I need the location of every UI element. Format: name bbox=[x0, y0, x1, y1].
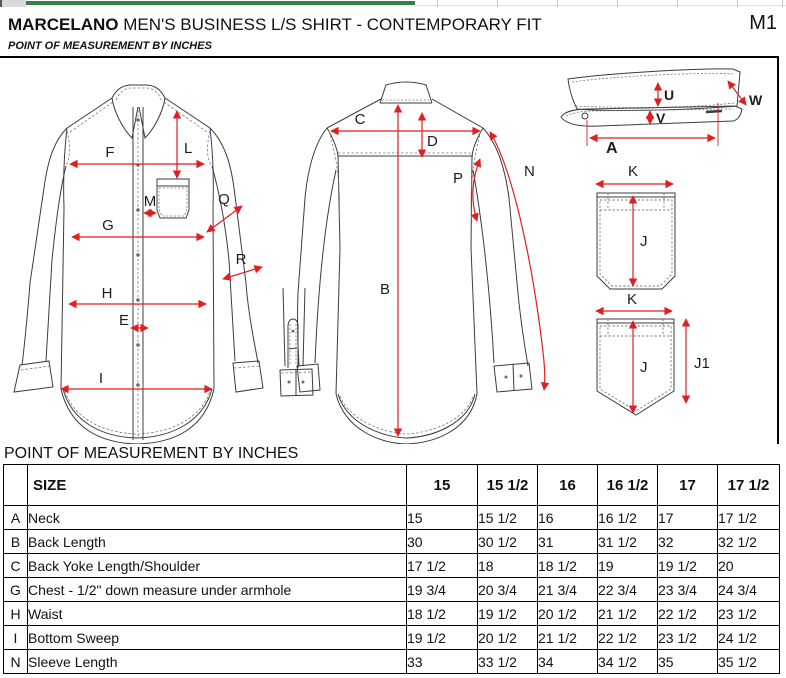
table-row bbox=[4, 530, 780, 554]
cell-value: 33 1/2 bbox=[478, 650, 538, 674]
cell-value: 22 3/4 bbox=[598, 578, 658, 602]
row-code: I bbox=[4, 626, 28, 650]
table-row bbox=[4, 626, 780, 650]
measure-label-m: M bbox=[143, 193, 157, 210]
row-name: Back Length bbox=[28, 530, 407, 554]
measure-label-l: L bbox=[184, 140, 193, 157]
measure-label-c: C bbox=[354, 111, 366, 128]
size-column-header: 15 bbox=[407, 465, 478, 506]
measure-label-p: P bbox=[452, 170, 463, 187]
sheet-code: M1 bbox=[749, 12, 777, 34]
cell-value: 16 bbox=[538, 506, 598, 530]
cell-value: 17 1/2 bbox=[407, 554, 478, 578]
column-tick bbox=[617, 0, 618, 7]
size-column-header: 16 bbox=[538, 465, 598, 506]
cell-value: 24 1/2 bbox=[718, 626, 780, 650]
table-row bbox=[4, 554, 780, 578]
cell-value: 34 bbox=[538, 650, 598, 674]
sleeve-placket-detail-drawing bbox=[280, 288, 313, 396]
row-code: C bbox=[4, 554, 28, 578]
measure-label-j1b: J1 bbox=[694, 355, 710, 372]
column-tick bbox=[737, 0, 738, 7]
row-name: Sleeve Length bbox=[28, 650, 407, 674]
cell-value: 19 bbox=[598, 554, 658, 578]
cell-value: 19 1/2 bbox=[478, 602, 538, 626]
measure-label-h: H bbox=[101, 285, 113, 302]
row-code: G bbox=[4, 578, 28, 602]
measure-label-r: R bbox=[235, 251, 247, 268]
measure-label-g: G bbox=[102, 217, 114, 234]
measure-label-q: Q bbox=[218, 191, 230, 208]
measure-label-e: E bbox=[118, 312, 129, 329]
cell-value: 21 1/2 bbox=[538, 626, 598, 650]
size-column-header: 17 bbox=[658, 465, 718, 506]
cell-value: 31 1/2 bbox=[598, 530, 658, 554]
cell-value: 30 bbox=[407, 530, 478, 554]
row-code: B bbox=[4, 530, 28, 554]
cell-value: 18 1/2 bbox=[538, 554, 598, 578]
measure-label-u: U bbox=[664, 87, 675, 103]
back-view-drawing bbox=[297, 82, 532, 444]
row-code: A bbox=[4, 506, 28, 530]
cell-value: 19 1/2 bbox=[407, 626, 478, 650]
measure-label-i: I bbox=[98, 370, 104, 387]
table-header-row bbox=[4, 465, 780, 506]
measure-label-b: B bbox=[379, 281, 390, 298]
cell-value: 18 1/2 bbox=[407, 602, 478, 626]
table-row bbox=[4, 650, 780, 674]
cell-value: 20 1/2 bbox=[478, 626, 538, 650]
cell-value: 19 1/2 bbox=[658, 554, 718, 578]
cell-value: 23 1/2 bbox=[718, 602, 780, 626]
gridline bbox=[415, 5, 786, 6]
corner-block bbox=[0, 0, 26, 7]
row-name: Back Yoke Length/Shoulder bbox=[28, 554, 407, 578]
cell-value: 31 bbox=[538, 530, 598, 554]
green-accent-bar bbox=[26, 1, 415, 5]
edge-mark bbox=[0, 0, 2, 7]
collar-detail-drawing bbox=[561, 69, 742, 126]
cell-value: 21 3/4 bbox=[538, 578, 598, 602]
measure-label-j2: J bbox=[640, 359, 648, 376]
table-row bbox=[4, 578, 780, 602]
pocket-detail-2-drawing bbox=[597, 319, 674, 415]
top-strip bbox=[0, 0, 786, 7]
cell-value: 16 1/2 bbox=[598, 506, 658, 530]
column-tick bbox=[497, 0, 498, 7]
title-row bbox=[0, 7, 786, 35]
shirt-spec-diagram bbox=[0, 58, 777, 444]
column-tick bbox=[557, 0, 558, 7]
measure-label-w: W bbox=[749, 92, 763, 108]
cell-value: 18 bbox=[478, 554, 538, 578]
measure-label-n: N bbox=[524, 163, 535, 180]
measurement-arrows bbox=[61, 81, 746, 436]
front-buttons bbox=[136, 118, 140, 387]
measure-label-k1: K bbox=[627, 163, 639, 180]
front-chest-pocket bbox=[157, 179, 189, 218]
cell-value: 22 1/2 bbox=[598, 626, 658, 650]
cell-value: 34 1/2 bbox=[598, 650, 658, 674]
front-view-drawing bbox=[14, 85, 263, 444]
measure-label-k2: K bbox=[626, 291, 638, 308]
row-name: Neck bbox=[28, 506, 407, 530]
measure-label-f: F bbox=[105, 144, 115, 161]
row-code: N bbox=[4, 650, 28, 674]
measure-label-j1: J bbox=[640, 233, 648, 250]
pocket-detail-1-drawing bbox=[597, 193, 675, 289]
size-column-header: 16 1/2 bbox=[598, 465, 658, 506]
measurement-table bbox=[3, 464, 780, 674]
cell-value: 35 bbox=[658, 650, 718, 674]
cell-value: 19 3/4 bbox=[407, 578, 478, 602]
drawing-panel bbox=[0, 56, 779, 444]
table-row bbox=[4, 506, 780, 530]
measure-label-a: A bbox=[606, 140, 618, 157]
cell-value: 17 1/2 bbox=[718, 506, 780, 530]
section-title: POINT OF MEASUREMENT BY INCHES bbox=[4, 445, 299, 462]
subtitle: POINT OF MEASUREMENT BY INCHES bbox=[8, 39, 212, 52]
row-name: Chest - 1/2" down measure under armhole bbox=[28, 578, 407, 602]
cell-value: 32 1/2 bbox=[718, 530, 780, 554]
cell-value: 35 1/2 bbox=[718, 650, 780, 674]
size-column-header: 15 1/2 bbox=[478, 465, 538, 506]
cell-value: 17 bbox=[658, 506, 718, 530]
measure-label-v: V bbox=[656, 110, 666, 126]
cell-value: 30 1/2 bbox=[478, 530, 538, 554]
row-code: H bbox=[4, 602, 28, 626]
column-tick bbox=[782, 0, 783, 7]
size-label-header: SIZE bbox=[28, 465, 407, 506]
size-column-header: 17 1/2 bbox=[718, 465, 780, 506]
measure-label-d: D bbox=[427, 133, 438, 150]
page-title bbox=[8, 15, 542, 35]
cell-value: 20 3/4 bbox=[478, 578, 538, 602]
table-row bbox=[4, 602, 780, 626]
cell-value: 20 bbox=[718, 554, 780, 578]
cell-value: 15 bbox=[407, 506, 478, 530]
style-title: MEN'S BUSINESS L/S SHIRT - CONTEMPORARY FIT bbox=[118, 15, 542, 34]
cell-value: 22 1/2 bbox=[658, 602, 718, 626]
cell-value: 33 bbox=[407, 650, 478, 674]
cell-value: 23 3/4 bbox=[658, 578, 718, 602]
column-tick bbox=[677, 0, 678, 7]
row-name: Waist bbox=[28, 602, 407, 626]
corner-cell bbox=[4, 465, 28, 506]
cell-value: 20 1/2 bbox=[538, 602, 598, 626]
cell-value: 23 1/2 bbox=[658, 626, 718, 650]
brand-name: MARCELANO bbox=[8, 15, 119, 34]
row-name: Bottom Sweep bbox=[28, 626, 407, 650]
cell-value: 21 1/2 bbox=[598, 602, 658, 626]
cell-value: 15 1/2 bbox=[478, 506, 538, 530]
column-tick bbox=[437, 0, 438, 7]
cell-value: 32 bbox=[658, 530, 718, 554]
cell-value: 24 3/4 bbox=[718, 578, 780, 602]
